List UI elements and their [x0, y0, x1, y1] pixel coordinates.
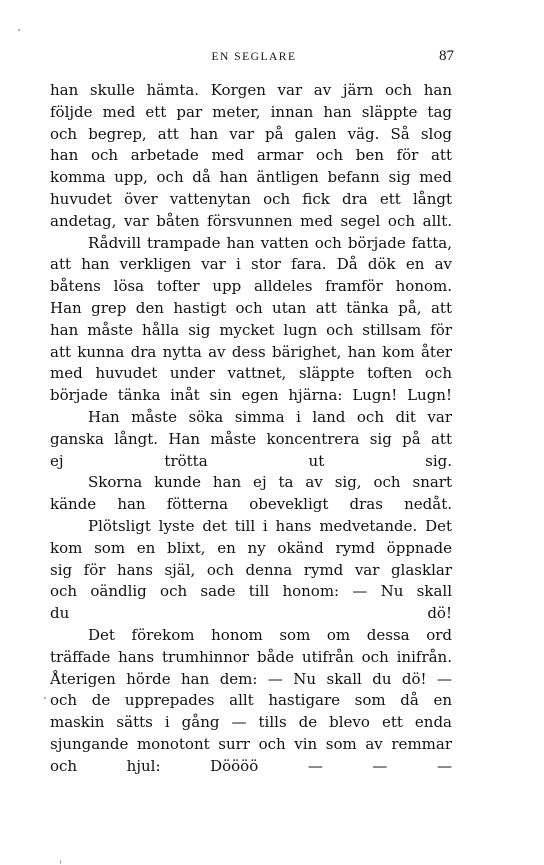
text-line: kom som en blixt, en ny okänd rymd öppnade — [50, 538, 452, 557]
text-line: du dö! — [50, 604, 452, 623]
page-number: 87 — [439, 48, 454, 64]
body-text — [50, 80, 452, 778]
running-head — [50, 48, 458, 66]
text-line: att han verkligen var i stor fara. Då dök en av — [50, 255, 452, 274]
text-line: med huvudet under vattnet, släppte toften och — [50, 364, 452, 383]
text-line: följde med ett par meter, innan han släppte tag — [50, 102, 452, 121]
text-line: och begrep, att han var på galen väg. Så slog — [50, 124, 452, 143]
text-line: han måste hålla sig mycket lugn och stillsam för — [50, 320, 452, 339]
paragraph — [50, 80, 452, 233]
text-line: huvudet över vattenytan och fick dra ett långt — [50, 189, 452, 208]
text-line: Han måste söka simma i land och dit var — [88, 407, 452, 426]
text-line: båtens lösa tofter upp alldeles framför honom. — [50, 277, 452, 296]
text-line: och hjul: Döööö — — — — [50, 756, 452, 775]
text-line: Rådvill trampade han vatten och började fatta, — [88, 233, 452, 252]
paragraph — [50, 516, 452, 625]
text-line: Plötsligt lyste det till i hans medvetande. Det — [88, 516, 452, 535]
paper-speck — [18, 29, 20, 31]
text-line: maskin sätts i gång — tills de blevo ett enda — [50, 713, 452, 732]
paper-speck — [44, 697, 46, 699]
text-line: kände han fötterna obevekligt dras nedåt. — [50, 495, 452, 514]
running-title: EN SEGLARE — [211, 51, 297, 63]
text-line: han och arbetade med armar och ben för att — [50, 146, 452, 165]
text-line: Skorna kunde han ej ta av sig, och snart — [88, 473, 452, 492]
paragraph — [50, 472, 452, 516]
paragraph — [50, 233, 452, 407]
paragraph — [50, 407, 452, 472]
text-line: och de upprepades allt hastigare som då en — [50, 691, 452, 710]
text-line: ej trötta ut sig. — [50, 451, 452, 470]
text-line: sjungande monotont surr och vin som av remmar — [50, 734, 452, 753]
text-line: Återigen hörde han dem: — Nu skall du dö! — — [50, 669, 452, 688]
text-line: sig för hans själ, och denna rymd var glasklar — [50, 560, 452, 579]
text-line: och oändlig och sade till honom: — Nu skall — [50, 582, 452, 601]
text-line: ganska långt. Han måste koncentrera sig på att — [50, 429, 452, 448]
text-line: att kunna dra nytta av dess bärighet, han kom åter — [50, 342, 452, 361]
text-line: han skulle hämta. Korgen var av järn och han — [50, 81, 452, 99]
text-line: träffade hans trumhinnor både utifrån och inifrån. — [50, 647, 452, 666]
text-line: andetag, var båten försvunnen med segel och allt. — [50, 211, 452, 230]
text-line: komma upp, och då han äntligen befann sig med — [50, 168, 452, 187]
text-line: Han grep den hastigt och utan att tänka på, att — [50, 298, 452, 317]
text-line: Det förekom honom som om dessa ord — [88, 625, 452, 644]
text-line: började tänka inåt sin egen hjärna: Lugn! Lugn! — [50, 386, 452, 405]
paper-speck — [60, 860, 61, 864]
paragraph — [50, 625, 452, 778]
